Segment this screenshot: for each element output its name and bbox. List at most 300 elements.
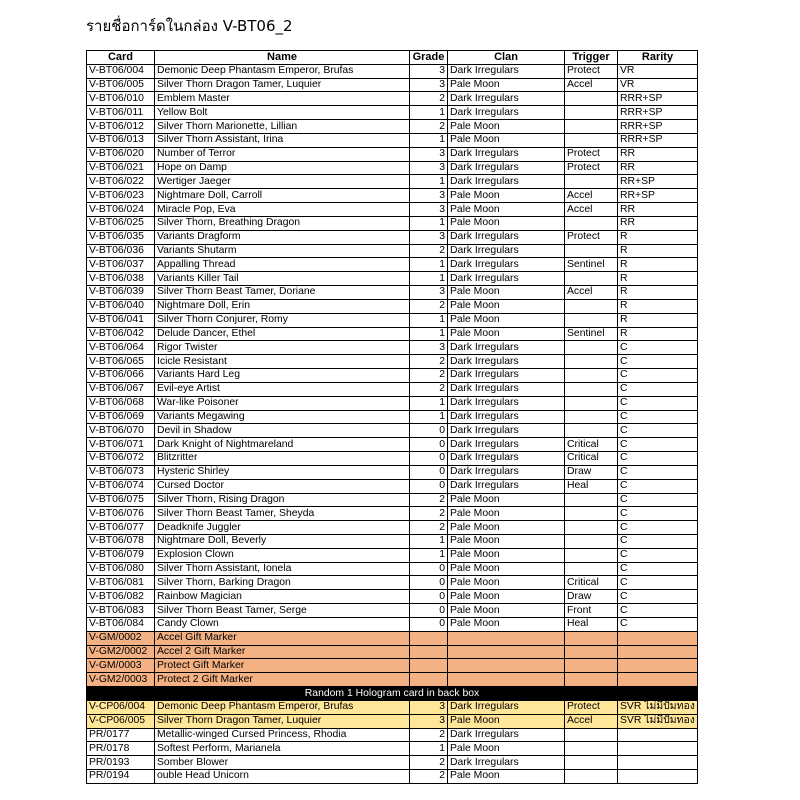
cell-grade: 1 <box>410 106 448 120</box>
cell-grade: 2 <box>410 244 448 258</box>
cell-rarity: R <box>618 258 698 272</box>
cell-clan: Pale Moon <box>448 78 565 92</box>
cell-grade: 3 <box>410 147 448 161</box>
cell-name: Silver Thorn Dragon Tamer, Luquier <box>155 714 410 728</box>
cell-trigger: Critical <box>565 438 618 452</box>
cell-rarity: RRR+SP <box>618 92 698 106</box>
cell-clan: Dark Irregulars <box>448 756 565 770</box>
cell-rarity: SVR ไม่มีปั๊มทอง <box>618 700 698 714</box>
cell-clan: Dark Irregulars <box>448 382 565 396</box>
cell-name: Variants Killer Tail <box>155 272 410 286</box>
cell-rarity: R <box>618 244 698 258</box>
cell-trigger <box>565 548 618 562</box>
header-grade: Grade <box>410 51 448 65</box>
cell-card: V-BT06/035 <box>87 230 155 244</box>
cell-rarity: RR+SP <box>618 189 698 203</box>
cell-card: V-BT06/074 <box>87 479 155 493</box>
cell-rarity: C <box>618 382 698 396</box>
cell-rarity: C <box>618 465 698 479</box>
cell-grade: 2 <box>410 521 448 535</box>
cell-grade: 1 <box>410 272 448 286</box>
table-row <box>87 452 698 466</box>
cell-name: Miracle Pop, Eva <box>155 203 410 217</box>
cell-card: V-BT06/013 <box>87 133 155 147</box>
cell-clan: Pale Moon <box>448 548 565 562</box>
cell-rarity: C <box>618 562 698 576</box>
cell-name: Accel Gift Marker <box>155 631 410 645</box>
cell-card: V-BT06/080 <box>87 562 155 576</box>
cell-trigger <box>565 493 618 507</box>
cell-clan: Dark Irregulars <box>448 64 565 78</box>
cell-trigger: Heal <box>565 479 618 493</box>
cell-card: V-BT06/022 <box>87 175 155 189</box>
cell-grade: 3 <box>410 203 448 217</box>
cell-name: Rainbow Magician <box>155 590 410 604</box>
table-row <box>87 258 698 272</box>
table-row <box>87 396 698 410</box>
cell-name: Appalling Thread <box>155 258 410 272</box>
cell-grade: 1 <box>410 410 448 424</box>
cell-trigger: Critical <box>565 452 618 466</box>
cell-grade: 2 <box>410 770 448 784</box>
cell-trigger <box>565 313 618 327</box>
cell-grade: 2 <box>410 369 448 383</box>
cell-trigger <box>565 175 618 189</box>
table-row <box>87 728 698 742</box>
cell-rarity: C <box>618 438 698 452</box>
cell-trigger: Protect <box>565 700 618 714</box>
table-row <box>87 161 698 175</box>
cell-trigger <box>565 272 618 286</box>
cell-trigger: Accel <box>565 189 618 203</box>
cell-trigger <box>565 120 618 134</box>
cell-card: V-GM/0002 <box>87 631 155 645</box>
cell-name: Hope on Damp <box>155 161 410 175</box>
cell-card: V-BT06/042 <box>87 327 155 341</box>
cell-name: Silver Thorn Assistant, Irina <box>155 133 410 147</box>
cell-card: V-BT06/076 <box>87 507 155 521</box>
cell-clan: Dark Irregulars <box>448 438 565 452</box>
cell-card: V-BT06/010 <box>87 92 155 106</box>
table-row <box>87 507 698 521</box>
cell-rarity: C <box>618 576 698 590</box>
cell-clan: Dark Irregulars <box>448 465 565 479</box>
cell-clan: Pale Moon <box>448 617 565 631</box>
cell-rarity: SVR ไม่มีปั๊มทอง <box>618 714 698 728</box>
cell-name: Variants Dragform <box>155 230 410 244</box>
cell-clan: Dark Irregulars <box>448 341 565 355</box>
cell-grade: 1 <box>410 216 448 230</box>
cell-card: V-BT06/036 <box>87 244 155 258</box>
cell-grade: 2 <box>410 120 448 134</box>
table-row <box>87 521 698 535</box>
cell-trigger: Sentinel <box>565 327 618 341</box>
cell-trigger: Accel <box>565 714 618 728</box>
cell-rarity: RRR+SP <box>618 106 698 120</box>
cell-name: Silver Thorn Marionette, Lillian <box>155 120 410 134</box>
cell-clan: Pale Moon <box>448 507 565 521</box>
table-row <box>87 286 698 300</box>
cell-rarity: R <box>618 286 698 300</box>
cell-trigger <box>565 133 618 147</box>
cell-clan: Dark Irregulars <box>448 700 565 714</box>
cell-name: Nightmare Doll, Beverly <box>155 534 410 548</box>
cell-clan: Dark Irregulars <box>448 355 565 369</box>
cell-clan <box>448 645 565 659</box>
cell-rarity: C <box>618 534 698 548</box>
table-row <box>87 576 698 590</box>
cell-clan: Pale Moon <box>448 576 565 590</box>
cell-grade: 1 <box>410 313 448 327</box>
cell-name: Blitzritter <box>155 452 410 466</box>
cell-card: V-BT06/068 <box>87 396 155 410</box>
cell-grade: 0 <box>410 576 448 590</box>
table-row <box>87 424 698 438</box>
cell-card: V-BT06/081 <box>87 576 155 590</box>
cell-rarity <box>618 645 698 659</box>
table-row <box>87 534 698 548</box>
cell-rarity: R <box>618 230 698 244</box>
cell-name: Softest Perform, Marianela <box>155 742 410 756</box>
cell-name: Dark Knight of Nightmareland <box>155 438 410 452</box>
header-row <box>87 51 698 65</box>
cell-card: V-BT06/011 <box>87 106 155 120</box>
cell-rarity: C <box>618 493 698 507</box>
cell-name: Accel 2 Gift Marker <box>155 645 410 659</box>
cell-rarity: C <box>618 396 698 410</box>
table-row <box>87 272 698 286</box>
card-list-table <box>86 50 698 784</box>
cell-rarity <box>618 631 698 645</box>
table-row <box>87 355 698 369</box>
cell-clan: Pale Moon <box>448 133 565 147</box>
cell-card: V-BT06/025 <box>87 216 155 230</box>
cell-clan: Dark Irregulars <box>448 272 565 286</box>
cell-name: Silver Thorn Beast Tamer, Doriane <box>155 286 410 300</box>
cell-trigger: Critical <box>565 576 618 590</box>
table-row <box>87 106 698 120</box>
cell-grade: 0 <box>410 438 448 452</box>
cell-card: V-BT06/077 <box>87 521 155 535</box>
cell-clan: Dark Irregulars <box>448 161 565 175</box>
table-row <box>87 645 698 659</box>
cell-card: V-BT06/004 <box>87 64 155 78</box>
table-row <box>87 133 698 147</box>
cell-card: V-GM2/0003 <box>87 673 155 687</box>
cell-clan: Dark Irregulars <box>448 452 565 466</box>
cell-clan <box>448 659 565 673</box>
cell-rarity: C <box>618 521 698 535</box>
cell-trigger: Protect <box>565 230 618 244</box>
cell-card: V-BT06/040 <box>87 299 155 313</box>
cell-rarity: RR <box>618 203 698 217</box>
cell-clan: Pale Moon <box>448 590 565 604</box>
table-row <box>87 175 698 189</box>
cell-clan: Pale Moon <box>448 770 565 784</box>
cell-rarity: C <box>618 479 698 493</box>
cell-rarity: C <box>618 410 698 424</box>
cell-trigger <box>565 521 618 535</box>
table-row <box>87 244 698 258</box>
cell-clan: Dark Irregulars <box>448 410 565 424</box>
cell-grade: 3 <box>410 714 448 728</box>
table-row <box>87 341 698 355</box>
cell-clan: Pale Moon <box>448 286 565 300</box>
cell-card: V-BT06/041 <box>87 313 155 327</box>
cell-trigger: Accel <box>565 286 618 300</box>
cell-card: V-BT06/071 <box>87 438 155 452</box>
cell-name: Silver Thorn, Rising Dragon <box>155 493 410 507</box>
cell-trigger: Protect <box>565 64 618 78</box>
page-title: รายชื่อการ์ดในกล่อง V-BT06_2 <box>86 17 293 35</box>
cell-name: Nightmare Doll, Carroll <box>155 189 410 203</box>
table-row <box>87 590 698 604</box>
table-row <box>87 756 698 770</box>
cell-card: PR/0193 <box>87 756 155 770</box>
cell-trigger <box>565 534 618 548</box>
cell-name: Nightmare Doll, Erin <box>155 299 410 313</box>
cell-clan: Dark Irregulars <box>448 424 565 438</box>
cell-card: V-BT06/039 <box>87 286 155 300</box>
cell-name: Devil in Shadow <box>155 424 410 438</box>
cell-trigger <box>565 92 618 106</box>
cell-name: Hysteric Shirley <box>155 465 410 479</box>
cell-rarity: RRR+SP <box>618 133 698 147</box>
cell-grade: 3 <box>410 189 448 203</box>
cell-rarity: VR <box>618 64 698 78</box>
cell-card: V-BT06/072 <box>87 452 155 466</box>
table-row <box>87 189 698 203</box>
cell-name: Demonic Deep Phantasm Emperor, Brufas <box>155 700 410 714</box>
table-row <box>87 327 698 341</box>
hologram-banner: Random 1 Hologram card in back box <box>87 687 698 701</box>
cell-grade: 1 <box>410 258 448 272</box>
cell-trigger <box>565 424 618 438</box>
cell-rarity: C <box>618 507 698 521</box>
table-row <box>87 64 698 78</box>
header-trigger: Trigger <box>565 51 618 65</box>
cell-card: V-BT06/023 <box>87 189 155 203</box>
cell-rarity: C <box>618 604 698 618</box>
cell-rarity: C <box>618 617 698 631</box>
cell-name: Silver Thorn Beast Tamer, Serge <box>155 604 410 618</box>
cell-grade: 2 <box>410 92 448 106</box>
header-name: Name <box>155 51 410 65</box>
cell-grade: 1 <box>410 742 448 756</box>
table-row <box>87 673 698 687</box>
cell-card: V-CP06/005 <box>87 714 155 728</box>
table-row <box>87 299 698 313</box>
header-card: Card <box>87 51 155 65</box>
cell-trigger <box>565 396 618 410</box>
cell-trigger <box>565 216 618 230</box>
cell-clan: Dark Irregulars <box>448 728 565 742</box>
cell-card: V-BT06/075 <box>87 493 155 507</box>
cell-trigger <box>565 341 618 355</box>
cell-name: Protect 2 Gift Marker <box>155 673 410 687</box>
cell-clan: Dark Irregulars <box>448 175 565 189</box>
cell-name: ouble Head Unicorn <box>155 770 410 784</box>
cell-trigger <box>565 742 618 756</box>
cell-grade <box>410 673 448 687</box>
cell-clan: Pale Moon <box>448 714 565 728</box>
cell-rarity <box>618 770 698 784</box>
cell-clan: Pale Moon <box>448 120 565 134</box>
cell-card: V-BT06/079 <box>87 548 155 562</box>
cell-grade: 3 <box>410 78 448 92</box>
cell-grade: 2 <box>410 355 448 369</box>
cell-name: Yellow Bolt <box>155 106 410 120</box>
cell-trigger <box>565 756 618 770</box>
cell-grade: 2 <box>410 299 448 313</box>
cell-clan: Dark Irregulars <box>448 258 565 272</box>
table-row <box>87 410 698 424</box>
cell-clan: Pale Moon <box>448 534 565 548</box>
cell-clan: Dark Irregulars <box>448 369 565 383</box>
cell-grade: 3 <box>410 286 448 300</box>
cell-grade: 0 <box>410 617 448 631</box>
cell-trigger <box>565 507 618 521</box>
cell-rarity: R <box>618 327 698 341</box>
cell-trigger <box>565 659 618 673</box>
cell-grade: 0 <box>410 465 448 479</box>
cell-trigger <box>565 369 618 383</box>
table-row <box>87 313 698 327</box>
cell-name: Emblem Master <box>155 92 410 106</box>
table-row <box>87 493 698 507</box>
cell-trigger <box>565 673 618 687</box>
cell-clan: Pale Moon <box>448 203 565 217</box>
cell-card: V-BT06/012 <box>87 120 155 134</box>
cell-trigger <box>565 410 618 424</box>
table-row <box>87 369 698 383</box>
cell-grade: 0 <box>410 452 448 466</box>
cell-grade: 0 <box>410 424 448 438</box>
cell-trigger <box>565 728 618 742</box>
cell-card: PR/0178 <box>87 742 155 756</box>
table-row <box>87 742 698 756</box>
cell-clan: Pale Moon <box>448 313 565 327</box>
cell-clan: Pale Moon <box>448 562 565 576</box>
cell-name: Protect Gift Marker <box>155 659 410 673</box>
cell-clan: Dark Irregulars <box>448 479 565 493</box>
cell-card: V-BT06/082 <box>87 590 155 604</box>
cell-name: Demonic Deep Phantasm Emperor, Brufas <box>155 64 410 78</box>
cell-clan: Pale Moon <box>448 493 565 507</box>
cell-card: V-BT06/064 <box>87 341 155 355</box>
cell-name: Silver Thorn, Barking Dragon <box>155 576 410 590</box>
cell-card: V-CP06/004 <box>87 700 155 714</box>
cell-grade: 0 <box>410 479 448 493</box>
cell-card: V-BT06/005 <box>87 78 155 92</box>
cell-clan: Pale Moon <box>448 742 565 756</box>
table-row <box>87 700 698 714</box>
cell-grade: 2 <box>410 756 448 770</box>
cell-rarity: RR <box>618 216 698 230</box>
cell-name: Evil-eye Artist <box>155 382 410 396</box>
cell-rarity: R <box>618 272 698 286</box>
cell-trigger <box>565 382 618 396</box>
cell-grade: 2 <box>410 507 448 521</box>
cell-clan: Pale Moon <box>448 216 565 230</box>
cell-clan: Pale Moon <box>448 189 565 203</box>
cell-name: Silver Thorn Assistant, Ionela <box>155 562 410 576</box>
cell-rarity: RR <box>618 147 698 161</box>
cell-rarity: C <box>618 355 698 369</box>
cell-name: Variants Hard Leg <box>155 369 410 383</box>
cell-rarity: RRR+SP <box>618 120 698 134</box>
cell-card: V-GM/0003 <box>87 659 155 673</box>
cell-name: Variants Shutarm <box>155 244 410 258</box>
cell-grade: 1 <box>410 396 448 410</box>
table-row <box>87 216 698 230</box>
cell-name: Number of Terror <box>155 147 410 161</box>
table-row <box>87 147 698 161</box>
cell-card: V-BT06/084 <box>87 617 155 631</box>
cell-name: Somber Blower <box>155 756 410 770</box>
cell-clan: Pale Moon <box>448 521 565 535</box>
table-row <box>87 562 698 576</box>
cell-card: V-BT06/066 <box>87 369 155 383</box>
cell-rarity: C <box>618 452 698 466</box>
cell-trigger <box>565 355 618 369</box>
cell-name: Silver Thorn Conjurer, Romy <box>155 313 410 327</box>
cell-card: V-GM2/0002 <box>87 645 155 659</box>
cell-rarity <box>618 728 698 742</box>
cell-rarity: VR <box>618 78 698 92</box>
cell-card: V-BT06/078 <box>87 534 155 548</box>
cell-trigger <box>565 244 618 258</box>
cell-card: V-BT06/067 <box>87 382 155 396</box>
cell-card: V-BT06/024 <box>87 203 155 217</box>
table-row <box>87 230 698 244</box>
cell-clan: Dark Irregulars <box>448 230 565 244</box>
cell-grade: 1 <box>410 133 448 147</box>
cell-grade: 0 <box>410 604 448 618</box>
cell-name: Deadknife Juggler <box>155 521 410 535</box>
cell-clan: Dark Irregulars <box>448 106 565 120</box>
cell-rarity: C <box>618 341 698 355</box>
cell-rarity <box>618 742 698 756</box>
cell-rarity <box>618 659 698 673</box>
cell-name: Cursed Doctor <box>155 479 410 493</box>
cell-name: War-like Poisoner <box>155 396 410 410</box>
cell-card: V-BT06/038 <box>87 272 155 286</box>
cell-grade: 3 <box>410 700 448 714</box>
cell-trigger <box>565 106 618 120</box>
cell-clan <box>448 673 565 687</box>
table-row <box>87 203 698 217</box>
cell-clan: Pale Moon <box>448 604 565 618</box>
cell-card: V-BT06/069 <box>87 410 155 424</box>
cell-name: Icicle Resistant <box>155 355 410 369</box>
cell-rarity: C <box>618 369 698 383</box>
cell-rarity: RR <box>618 161 698 175</box>
cell-rarity: R <box>618 313 698 327</box>
table-row <box>87 604 698 618</box>
cell-trigger: Draw <box>565 590 618 604</box>
cell-name: Silver Thorn Dragon Tamer, Luquier <box>155 78 410 92</box>
cell-trigger <box>565 562 618 576</box>
cell-rarity: RR+SP <box>618 175 698 189</box>
cell-grade <box>410 659 448 673</box>
cell-grade: 1 <box>410 175 448 189</box>
cell-grade: 2 <box>410 728 448 742</box>
cell-rarity: C <box>618 424 698 438</box>
table-row <box>87 770 698 784</box>
cell-card: V-BT06/083 <box>87 604 155 618</box>
table-row <box>87 92 698 106</box>
